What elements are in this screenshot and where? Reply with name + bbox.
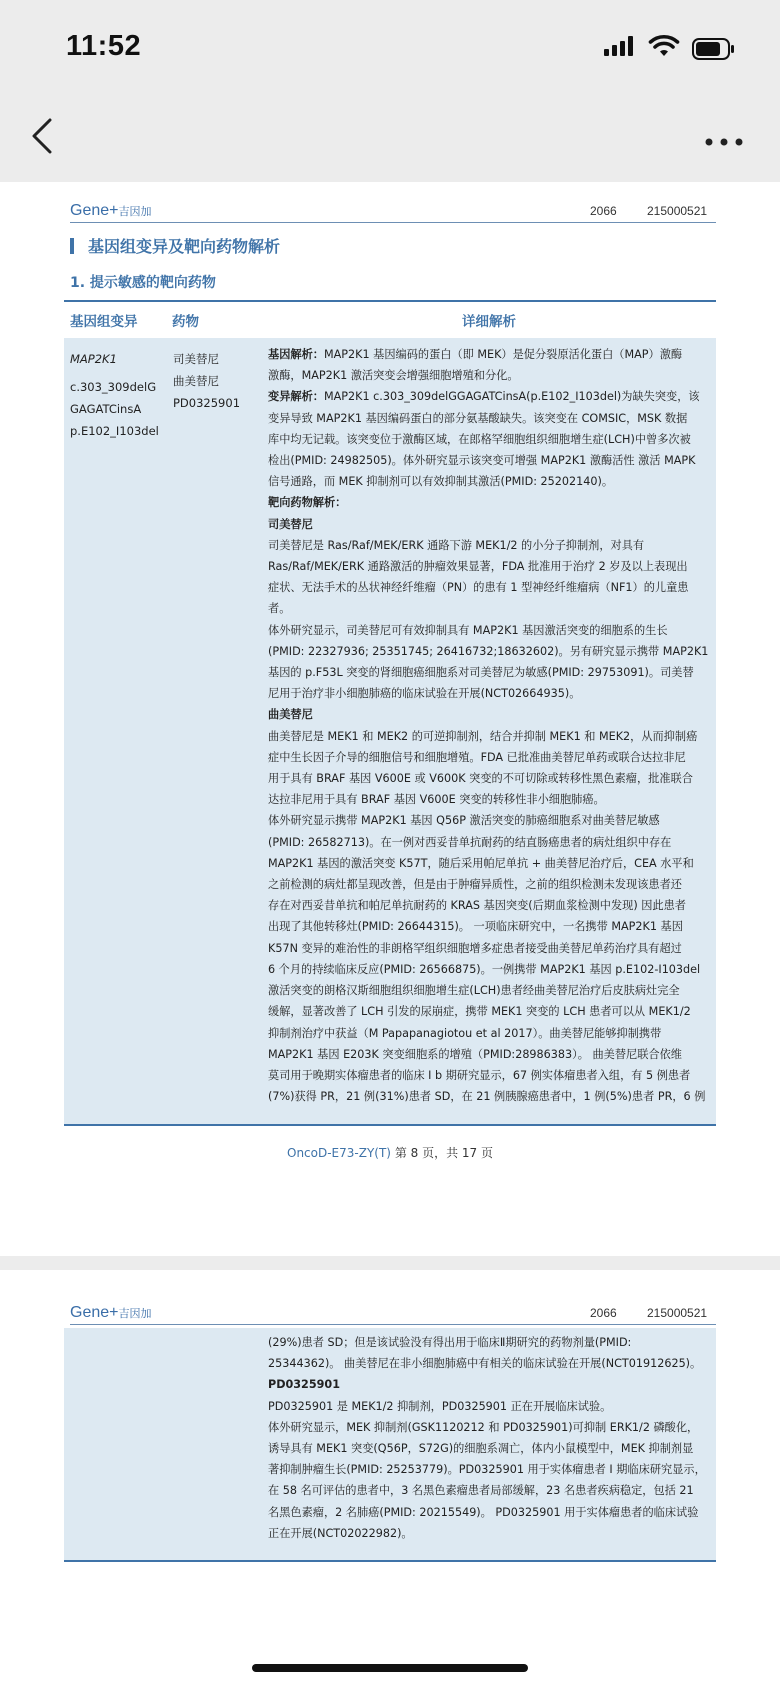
detail-text: MAP2K1 基因编码的蛋白（即 MEK）是促分裂原活化蛋白（MAP）激酶 xyxy=(323,348,683,361)
variant-cell xyxy=(70,348,159,442)
home-indicator[interactable] xyxy=(252,1664,528,1672)
table-bottom-rule xyxy=(64,1560,716,1562)
section-title-text: 基因组变异及靶向药物解析 xyxy=(88,237,281,256)
detail-text: 用于具有 BRAF 基因 V600E 或 V600K 突变的不可切除或转移性黑色素瘤，批准联合 xyxy=(268,772,693,786)
detail-line xyxy=(268,662,710,683)
variant-line: c.303_309delG xyxy=(70,380,157,394)
cellular-signal-icon xyxy=(604,36,636,60)
detail-text: 出现了其他转移灶(PMID: 26644315)。 一项临床研究中，一名携带 MAP2K1 基因 xyxy=(268,920,683,934)
detail-text: 体外研究显示携带 MAP2K1 基因 Q56P 激活突变的肺癌细胞系对曲美替尼敏感 xyxy=(268,814,660,828)
detail-text: 正在开展(NCT02022982)。 xyxy=(268,1526,413,1540)
col-header-variant: 基因组变异 xyxy=(70,314,138,330)
drug-cell xyxy=(173,348,240,414)
header-number-2: 215000521 xyxy=(647,204,708,218)
footer-doc-code: OncoD-E73-ZY(T) xyxy=(287,1146,391,1160)
detail-text: (PMID: 22327936; 25351745; 26416732;18632602)。另有研究显示携带 MAP2K1 xyxy=(268,644,709,658)
detail-line xyxy=(268,1480,710,1501)
detail-line xyxy=(268,1023,710,1044)
detail-text: 6 个月的持续临床反应(PMID: 26566875)。一例携带 MAP2K1 基因 p.E102-I103del xyxy=(268,962,701,976)
header-number-1: 2066 xyxy=(590,204,617,218)
detail-line xyxy=(268,577,710,598)
logo-text: Gene+ xyxy=(70,202,119,219)
detail-line xyxy=(268,1459,710,1480)
status-time: 11:52 xyxy=(66,30,142,62)
detail-line xyxy=(268,535,710,556)
detail-line xyxy=(268,1396,710,1417)
detail-text: Ras/Raf/MEK/ERK 通路激活的肿瘤效果显著，FDA 批准用于治疗 2 岁及以上表现出 xyxy=(268,560,688,574)
logo-cn-text: 吉因加 xyxy=(118,1308,152,1320)
detail-text: 库中均无记载。该突变位于激酶区域，在郎格罕细胞组织细胞增生症(LCH)中曾多次被 xyxy=(268,432,691,446)
detail-text: K57N 变异的难治性的非朗格罕组织细胞增多症患者接受曲美替尼单药治疗具有超过 xyxy=(268,941,682,955)
detail-line xyxy=(268,429,710,450)
navigation-bar xyxy=(0,100,780,180)
detail-line xyxy=(268,1044,710,1065)
detail-text: 司美替尼是 Ras/Raf/MEK/ERK 通路下游 MEK1/2 的小分子抑制剂，对具有 xyxy=(268,538,645,552)
gene-plus-logo xyxy=(70,1304,151,1322)
detail-line xyxy=(268,683,710,704)
detail-line xyxy=(268,492,710,513)
detail-line xyxy=(268,1374,710,1395)
detail-line xyxy=(268,747,710,768)
detail-text: 尼用于治疗非小细胞肺癌的临床试验在开展(NCT02664935)。 xyxy=(268,687,581,701)
detail-heading: 变异解析： xyxy=(268,390,324,404)
status-bar xyxy=(0,0,780,100)
detail-line xyxy=(268,1332,710,1353)
detail-text: 著抑制肿瘤生长(PMID: 25253779)。PD0325901 用于实体瘤患者 I 期临床研究显示， xyxy=(268,1463,706,1477)
detail-line xyxy=(268,789,710,810)
drug-name: 曲美替尼 xyxy=(173,374,219,388)
detail-line xyxy=(268,895,710,916)
document-page-9 xyxy=(0,1270,780,1688)
detail-text: (PMID: 26582713)。在一例对西妥昔单抗耐药的结直肠癌患者的病灶组织中存在 xyxy=(268,835,672,849)
detail-text: (29%)患者 SD；但是该试验没有得出用于临床Ⅱ期研究的药物剂量(PMID: xyxy=(268,1336,632,1349)
detail-line xyxy=(268,1353,710,1374)
section-bar-icon xyxy=(70,238,74,254)
header-rule xyxy=(70,222,716,223)
detail-text: 症状、无法手术的丛状神经纤维瘤（PN）的患有 1 型神经纤维瘤病（NF1）的儿童患 xyxy=(268,581,689,595)
detail-heading: 基因解析： xyxy=(268,348,324,361)
detail-text: 达拉非尼用于具有 BRAF 基因 V600E 突变的转移性非小细胞肺癌。 xyxy=(268,793,605,807)
detail-text: MAP2K1 c.303_309delGGAGATCinsA(p.E102_I103del)为缺失突变，该 xyxy=(323,390,700,404)
detail-cell xyxy=(268,1332,710,1544)
detail-text: 在 58 名可评估的患者中，3 名黑色素瘤患者局部缓解，23 名患者疾病稳定，包括 21 xyxy=(268,1484,694,1498)
detail-heading: 靶向药物解析： xyxy=(268,496,347,510)
detail-text: 检出(PMID: 24982505)。体外研究显示该突变可增强 MAP2K1 激酶活性 激活 MAPK xyxy=(268,454,696,468)
detail-heading: 司美替尼 xyxy=(268,517,313,531)
drug-name: 司美替尼 xyxy=(173,352,219,366)
footer-page-number: 第 8 页，共 17 页 xyxy=(394,1146,493,1160)
detail-cell xyxy=(268,344,710,1107)
detail-text: 之前检测的病灶都呈现改善，但是由于肿瘤异质性，之前的组织检测未发现该患者还 xyxy=(268,878,682,892)
back-chevron-icon[interactable] xyxy=(30,116,54,160)
logo-cn-text: 吉因加 xyxy=(118,206,152,218)
detail-text: (7%)获得 PR，21 例(31%)患者 SD，在 21 例胰腺癌患者中，1 例(5%)患者 PR，6 例 xyxy=(268,1090,706,1104)
document-page-8 xyxy=(0,182,780,1256)
detail-line xyxy=(268,1086,710,1107)
detail-text: 体外研究显示，MEK 抑制剂(GSK1120212 和 PD0325901)可抑制 ERK1/2 磷酸化， xyxy=(268,1420,699,1434)
detail-text: 诱导具有 MEK1 突变(Q56P，S72G)的细胞系凋亡，体内小鼠模型中，MEK 抑制剂显 xyxy=(268,1442,694,1456)
detail-text: MAP2K1 基因 E203K 突变细胞系的增殖（PMID:28986383）。 曲美替尼联合依维 xyxy=(268,1047,682,1061)
gene-plus-logo xyxy=(70,202,151,220)
detail-line xyxy=(268,874,710,895)
detail-line xyxy=(268,598,710,619)
wifi-icon xyxy=(648,34,680,62)
detail-line xyxy=(268,810,710,831)
variant-line: GAGATCinsA xyxy=(70,402,142,416)
detail-line xyxy=(268,1523,710,1544)
detail-text: 莫司用于晚期实体瘤患者的临床 I b 期研究显示，67 例实体瘤患者入组，有 5 例患者 xyxy=(268,1068,691,1082)
detail-text: 变异导致 MAP2K1 基因编码蛋白的部分氨基酸缺失。该突变在 COMSIC，MSK 数据 xyxy=(268,411,688,425)
header-rule xyxy=(70,1324,716,1325)
header-number-1: 2066 xyxy=(590,1306,617,1320)
section-title xyxy=(70,234,280,257)
detail-text: 激酶，MAP2K1 激活突变会增强细胞增殖和分化。 xyxy=(268,369,519,383)
detail-line xyxy=(268,620,710,641)
detail-line xyxy=(268,1001,710,1022)
detail-line xyxy=(268,556,710,577)
detail-heading: PD0325901 xyxy=(268,1378,340,1392)
detail-heading: 曲美替尼 xyxy=(268,708,313,722)
detail-text: 信号通路，而 MEK 抑制剂可以有效抑制其激活(PMID: 25202140)。 xyxy=(268,475,614,489)
table-bottom-rule xyxy=(64,1124,716,1126)
detail-line xyxy=(268,408,710,429)
detail-text: 体外研究显示，司美替尼可有效抑制具有 MAP2K1 基因激活突变的细胞系的生长 xyxy=(268,623,668,637)
detail-line xyxy=(268,514,710,535)
detail-line xyxy=(268,980,710,1001)
drug-name: PD0325901 xyxy=(173,396,241,410)
detail-line xyxy=(268,704,710,725)
detail-text: 曲美替尼是 MEK1 和 MEK2 的可逆抑制剂，结合并抑制 MEK1 和 MEK2，从而抑制癌 xyxy=(268,729,698,743)
detail-text: 基因的 p.F53L 突变的肾细胞癌细胞系对司美替尼为敏感(PMID: 29753091)。司美替 xyxy=(268,666,694,680)
detail-line xyxy=(268,916,710,937)
detail-text: 症中生长因子介导的细胞信号和细胞增殖。FDA 已批准曲美替尼单药或联合达拉非尼 xyxy=(268,750,686,764)
detail-text: 名黑色素瘤，2 名肺癌(PMID: 20215549)。 PD0325901 用于实体瘤患者的临床试验 xyxy=(268,1505,699,1519)
col-header-detail: 详细解析 xyxy=(462,314,516,330)
more-options-icon[interactable] xyxy=(704,132,744,151)
subsection-title: 1. 提示敏感的靶向药物 xyxy=(70,275,216,291)
detail-line xyxy=(268,386,710,407)
detail-line xyxy=(268,726,710,747)
detail-text: 激活突变的朗格汉斯细胞组织细胞增生症(LCH)患者经曲美替尼治疗后皮肤病灶完全 xyxy=(268,984,680,998)
detail-text: PD0325901 是 MEK1/2 抑制剂，PD0325901 正在开展临床试验。 xyxy=(268,1399,612,1413)
detail-line xyxy=(268,1502,710,1523)
detail-text: 者。 xyxy=(268,602,291,616)
detail-line xyxy=(268,959,710,980)
battery-icon xyxy=(692,38,736,64)
detail-line xyxy=(268,938,710,959)
col-header-drug: 药物 xyxy=(172,314,199,330)
detail-text: 25344362)。 曲美替尼在非小细胞肺癌中有相关的临床试验在开展(NCT01912625)。 xyxy=(268,1357,702,1371)
detail-line xyxy=(268,344,710,365)
header-number-2: 215000521 xyxy=(647,1306,708,1320)
gene-name: MAP2K1 xyxy=(70,352,117,366)
page-footer xyxy=(0,1144,780,1161)
detail-line xyxy=(268,450,710,471)
detail-line xyxy=(268,1438,710,1459)
detail-line xyxy=(268,1065,710,1086)
detail-text: 抑制剂治疗中获益（M Papapanagiotou et al 2017）。曲美替尼能够抑制携带 xyxy=(268,1026,662,1040)
logo-text: Gene+ xyxy=(70,1304,119,1321)
detail-text: 存在对西妥昔单抗和帕尼单抗耐药的 KRAS 基因突变(后期血浆检测中发现) 因此患者 xyxy=(268,899,686,913)
detail-line xyxy=(268,768,710,789)
detail-line xyxy=(268,853,710,874)
detail-line xyxy=(268,832,710,853)
detail-text: 缓解，显著改善了 LCH 引发的尿崩症，携带 MEK1 突变的 LCH 患者可以从 MEK1/2 xyxy=(268,1005,691,1019)
detail-line xyxy=(268,365,710,386)
detail-line xyxy=(268,1417,710,1438)
variant-line: p.E102_I103del xyxy=(70,424,159,438)
detail-line xyxy=(268,471,710,492)
detail-line xyxy=(268,641,710,662)
table-header xyxy=(64,300,716,339)
detail-text: MAP2K1 基因的激活突变 K57T，随后采用帕尼单抗 + 曲美替尼治疗后，CEA 水平和 xyxy=(268,856,694,870)
